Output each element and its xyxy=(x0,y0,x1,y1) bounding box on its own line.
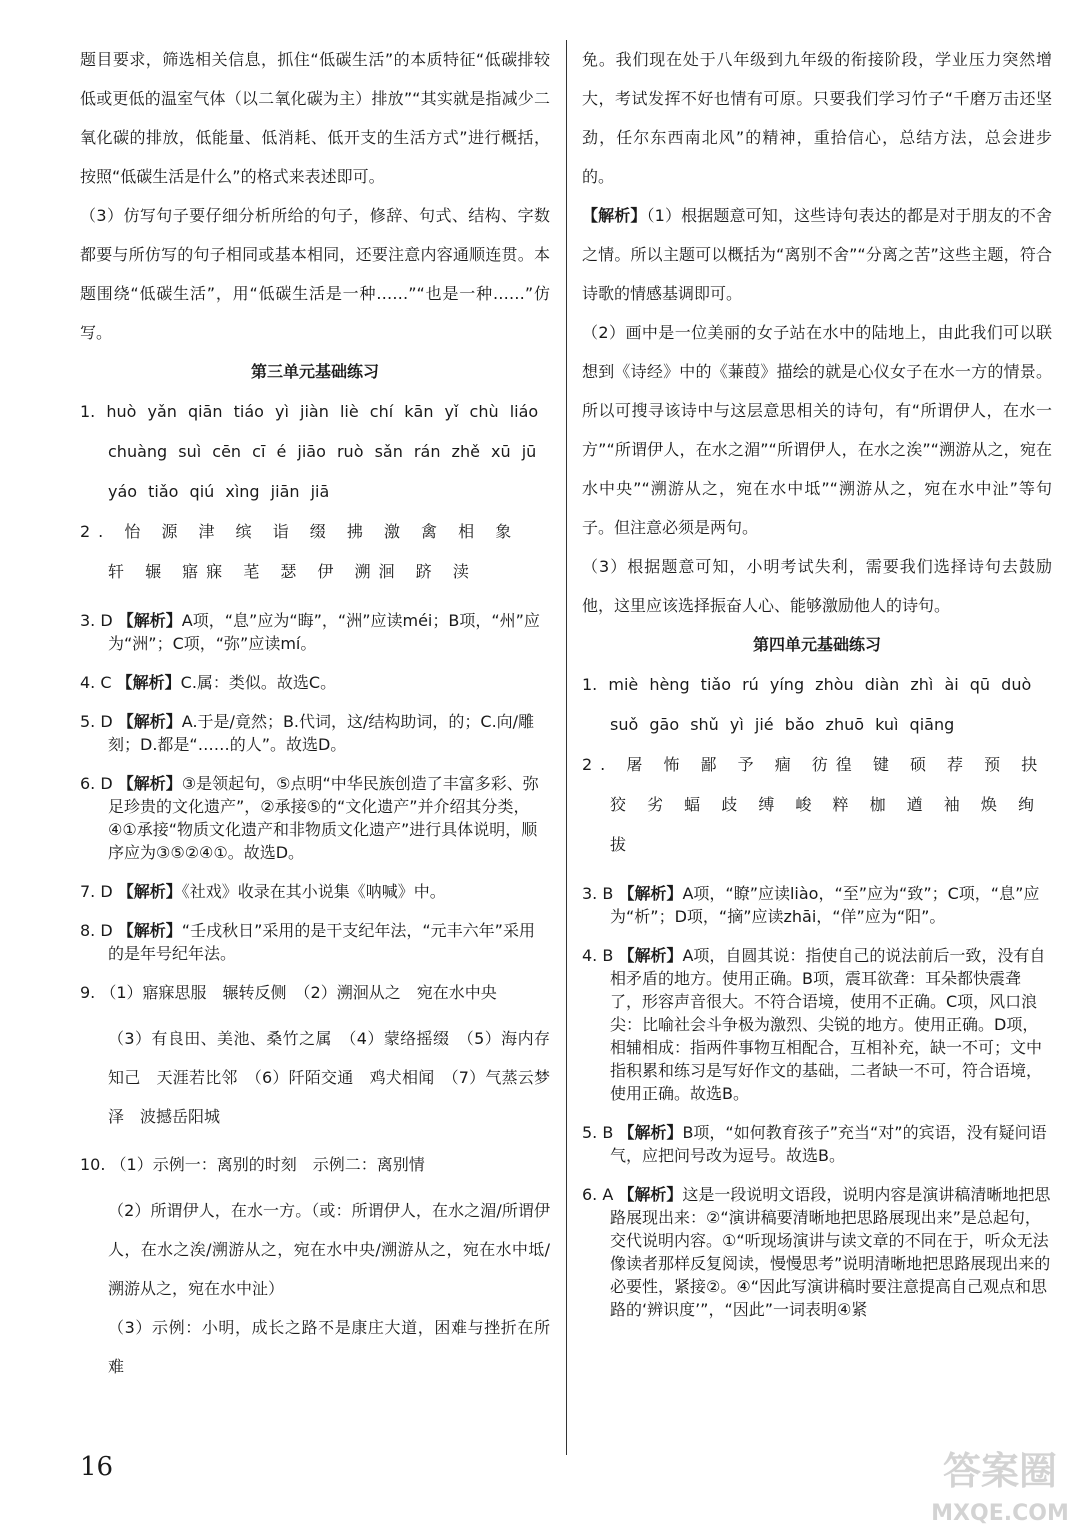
answer-text: （1）寤寐思服 辗转反侧 （2）溯洄从之 宛在水中央 xyxy=(100,983,497,1002)
watermark-logo xyxy=(926,1440,1074,1528)
item-number: 10. xyxy=(80,1155,106,1174)
paragraph: （3）示例：小明，成长之路不是康庄大道，困难与挫折在所难 xyxy=(108,1318,550,1376)
answer-item xyxy=(80,709,550,755)
answer-text: 《社戏》收录在其小说集《呐喊》中。 xyxy=(181,882,446,901)
character-answers: 2. 怡 源 津 缤 诣 缀 拂 激 禽 相 象 轩 辗 寤寐 芼 瑟 伊 溯洄 跻 渎 xyxy=(80,522,520,581)
analysis-tag: 【解析】 xyxy=(618,946,683,965)
item-number: 3. xyxy=(80,611,96,630)
answer-text: 这是一段说明文语段，说明内容是演讲稿清晰地把思路展现出来：②“演讲稿要清晰地把思路展现出来”是总起句，交代说明内容。①“听现场演讲与读文章的不同在于，听众无法像读者那样反复阅读，慢慢思考”说明清晰地把思路展现出来的必要性，紧接②。④“因此写演讲稿时要注意提高自己观点和思路的‘辨识度’”，“因此”一词表明④紧 xyxy=(610,1185,1051,1319)
answer-letter: D xyxy=(100,921,113,940)
answer-item xyxy=(582,1120,1052,1166)
left-column xyxy=(80,40,550,1386)
answer-text: A项，“息”应为“晦”，“洲”应读méi；B项，“州”应为“洲”；C项，“弥”应读mí。 xyxy=(108,611,540,653)
section-heading: 第四单元基础练习 xyxy=(752,635,881,654)
answer-text: （1）示例一：离别的时刻 示例二：离别情 xyxy=(110,1155,425,1174)
paragraph-text: （1）根据题意可知，这些诗句表达的都是对于朋友的不舍之情。所以主题可以概括为“离别不舍”“分离之苦”这些主题，符合诗歌的情感基调即可。 xyxy=(582,206,1052,303)
paragraph: 题目要求，筛选相关信息，抓住“低碳生活”的本质特征“低碳排较低或更低的温室气体（以二氧化碳为主）排放”“其实就是指减少二氧化碳的排放，低能量、低消耗、低开支的生活方式”进行概括，按照“低碳生活是什么”的格式来表述即可。 xyxy=(80,50,550,186)
answer-text: A.于是/竟然；B.代词，这/结构助词，的；C.向/雕刻；D.都是“……的人”。故选D。 xyxy=(108,712,535,754)
paragraph: （3）根据题意可知，小明考试失利，需要我们选择诗句去鼓励他，这里应该选择振奋人心、能够激励他人的诗句。 xyxy=(582,557,1052,615)
answer-text: “壬戌秋日”采用的是干支纪年法，“元丰六年”采用的是年号纪年法。 xyxy=(108,921,535,963)
character-answers: 2. 屠 怖 鄙 予 痼 彷徨 键 硕 荐 预 抉 狡 劣 蝠 歧 缚 峻 粹 枷 遒 袖 焕 绚 拔 xyxy=(582,755,1046,854)
answer-item xyxy=(582,1182,1052,1320)
analysis-tag: 【解析】 xyxy=(116,673,181,692)
answer-item xyxy=(80,670,550,693)
analysis-tag: 【解析】 xyxy=(117,611,182,630)
answer-letter: D xyxy=(100,611,113,630)
analysis-tag: 【解析】 xyxy=(582,206,647,225)
paragraph: （3）仿写句子要仔细分析所给的句子，修辞、句式、结构、字数都要与所仿写的句子相同或基本相同，还要注意内容通顺连贯。本题围绕“低碳生活”，用“低碳生活是一种……”“也是一种……”仿写。 xyxy=(80,206,550,342)
answer-letter: D xyxy=(100,882,113,901)
answer-letter: B xyxy=(602,884,614,903)
answer-letter: C xyxy=(100,673,112,692)
answer-letter: A xyxy=(602,1185,614,1204)
answer-text: B项，“如何教育孩子”充当“对”的宾语，没有疑问语气，应把问号改为逗号。故选B。 xyxy=(610,1123,1047,1165)
analysis-tag: 【解析】 xyxy=(117,774,182,793)
item-number: 7. xyxy=(80,882,96,901)
item-number: 8. xyxy=(80,921,96,940)
answer-item xyxy=(80,1152,550,1175)
answer-text: A项，自圆其说：指使自己的说法前后一致，没有自相矛盾的地方。使用正确。B项，震耳欲聋：耳朵都快震聋了，形容声音很大。不符合语境，使用不正确。C项，风口浪尖：比喻社会斗争极为激烈、尖锐的地方。使用正确。D项，相辅相成：指两件事物互相配合，互相补充，缺一不可；文中指积累和练习是写好作文的基础，二者缺一不可，符合语境，使用正确。故选B。 xyxy=(610,946,1046,1103)
answer-item xyxy=(582,943,1052,1104)
paragraph: （3）有良田、美池、桑竹之属 （4）蒙络摇缀 （5）海内存知己 天涯若比邻 （6）阡陌交通 鸡犬相闻 （7）气蒸云梦泽 波撼岳阳城 xyxy=(108,1029,550,1126)
item-number: 4. xyxy=(582,946,598,965)
item-number: 6. xyxy=(80,774,96,793)
analysis-tag: 【解析】 xyxy=(618,1123,683,1142)
item-number: 4. xyxy=(80,673,96,692)
pinyin-answers: 1. huò yǎn qiān tiáo yì jiàn liè chí kān yǐ chù liáo chuàng suì cēn cī é jiāo ruò sǎn rán zhě xū jū yáo tiǎo qiú xìng jiān jiā xyxy=(80,402,539,501)
pinyin-answers: 1. miè hèng tiǎo rú yíng zhòu diàn zhì ài qū duò suǒ gāo shǔ yì jié bǎo zhuō kuì qiāng xyxy=(582,675,1032,734)
paragraph: 免。我们现在处于八年级到九年级的衔接阶段，学业压力突然增大，考试发挥不好也情有可原。只要我们学习竹子“千磨万击还坚劲，任尔东西南北风”的精神，重拾信心，总结方法，总会进步的。 xyxy=(582,50,1052,186)
item-number: 5. xyxy=(80,712,96,731)
page-number: 16 xyxy=(80,1452,114,1482)
answer-letter: B xyxy=(602,946,614,965)
paragraph: （2）画中是一位美丽的女子站在水中的陆地上，由此我们可以联想到《诗经》中的《蒹葭》描绘的就是心仪女子在水一方的情景。所以可搜寻该诗中与这层意思相关的诗句，有“所谓伊人，在水一方”“所谓伊人，在水之湄”“所谓伊人，在水之涘”“溯游从之，宛在水中央”“溯游从之，宛在水中坻”“溯游从之，宛在水中沚”等句子。但注意必须是两句。 xyxy=(582,323,1052,537)
paragraph: （2）所谓伊人，在水一方。（或：所谓伊人，在水之湄/所谓伊人，在水之涘/溯游从之，宛在水中央/溯游从之，宛在水中坻/溯游从之，宛在水中沚） xyxy=(108,1201,550,1298)
answer-letter: B xyxy=(602,1123,614,1142)
paragraph xyxy=(582,196,1052,313)
answer-letter: D xyxy=(100,774,113,793)
column-divider xyxy=(566,40,567,1455)
answer-text: A项，“瞭”应读liào，“至”应为“致”；C项，“息”应为“析”；D项，“摘”应读zhāi，“佯”应为“阳”。 xyxy=(610,884,1040,926)
analysis-tag: 【解析】 xyxy=(117,921,182,940)
watermark-text-bottom: MXQE.COM xyxy=(931,1501,1069,1526)
answer-item xyxy=(80,608,550,654)
answer-item xyxy=(582,881,1052,927)
answer-item xyxy=(80,918,550,964)
item-number: 9. xyxy=(80,983,96,1002)
item-number: 6. xyxy=(582,1185,598,1204)
analysis-tag: 【解析】 xyxy=(618,884,683,903)
answer-item xyxy=(80,980,550,1003)
item-number: 5. xyxy=(582,1123,598,1142)
watermark-text-top: 答案圈 xyxy=(942,1449,1058,1493)
item-number: 3. xyxy=(582,884,598,903)
right-column xyxy=(582,40,1052,1336)
answer-item xyxy=(80,879,550,902)
answer-text: ③是领起句，⑤点明“中华民族创造了丰富多彩、弥足珍贵的文化遗产”，②承接⑤的“文化遗产”并介绍其分类，④①承接“物质文化遗产和非物质文化遗产”进行具体说明，顺序应为③⑤②④①。故选D。 xyxy=(108,774,539,862)
answer-text: C.属：类似。故选C。 xyxy=(180,673,337,692)
analysis-tag: 【解析】 xyxy=(117,712,182,731)
analysis-tag: 【解析】 xyxy=(117,882,182,901)
answer-letter: D xyxy=(100,712,113,731)
analysis-tag: 【解析】 xyxy=(618,1185,683,1204)
answer-item xyxy=(80,771,550,863)
section-heading: 第三单元基础练习 xyxy=(250,362,379,381)
